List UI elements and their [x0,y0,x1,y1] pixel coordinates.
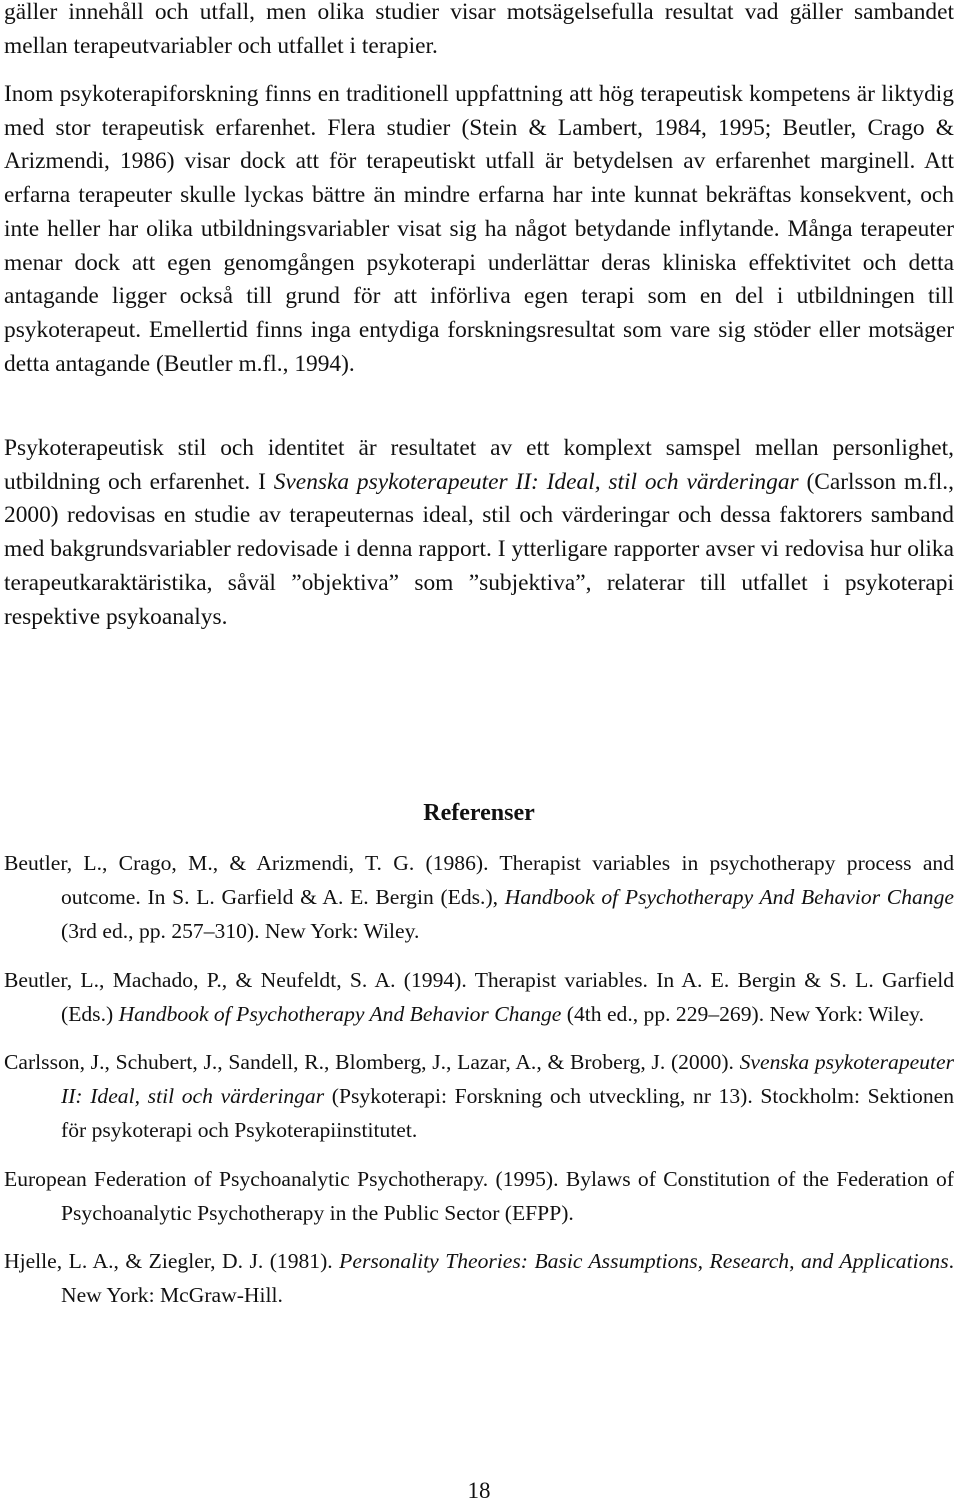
reference-list [4,846,954,1327]
body-paragraph-1: gäller innehåll och utfall, men olika studier visar motsägelsefulla resultat vad gäller sambandet mellan terapeutvariabler och utfallet i terapier. [4,0,954,59]
reference-title: Personality Theories: Basic Assumptions, Research, and Applications [339,1249,949,1273]
reference-text: Carlsson, J., Schubert, J., Sandell, R., Blomberg, J., Lazar, A., & Broberg, J. (2000). [4,1050,740,1074]
reference-text: (3rd ed., pp. 257–310). New York: Wiley. [61,919,420,943]
reference-title: Svenska psykoterapeuter II: Ideal, stil och värderingar [61,1050,954,1108]
document-page [4,0,954,1507]
reference-text: . New York: McGraw-Hill. [61,1249,954,1307]
reference-item [4,1162,954,1230]
reference-item [4,846,954,948]
page-number: 18 [467,1478,491,1503]
reference-title: Handbook of Psychotherapy And Behavior Change [118,1001,562,1026]
reference-text: Beutler, L., Crago, M., & Arizmendi, T. G. (1986). Therapist variables in psychotherapy process and outcome. In S. L. Garfield & A. E. Bergin (Eds.), [4,851,954,909]
body-paragraph-3 [4,432,954,634]
reference-text: Hjelle, L. A., & Ziegler, D. J. (1981). [4,1249,340,1273]
paragraph-text: Psykoterapeutisk stil och identitet är resultatet av ett komplext samspel mellan personlighet, utbildning och erfarenhet. I [4,435,954,495]
reference-item [4,963,954,1031]
reference-text: (Psykoterapi: Forskning och utveckling, nr 13). Stockholm: Sektionen för psykoterapi och Psykoterapiinstitutet. [61,1084,955,1142]
reference-text: Beutler, L., Machado, P., & Neufeldt, S. A. (1994). Therapist variables. In A. E. Bergin & S. L. Garfield (Eds.) [4,967,954,1026]
reference-item [4,1045,954,1147]
body-paragraph-2: Inom psykoterapiforskning finns en traditionell uppfattning att hög terapeutisk kompetens är liktydig med stor terapeutisk erfarenhet. Flera studier (Stein & Lambert, 1984, 1995; Beutler, Crago & Arizmendi, 1986) visar dock att för terapeutiskt utfall är betydelsen av erfarenhet marginell. Att erfarna terapeuter skulle lyckas bättre än mindre erfarna har inte kunnat bekräftas konsekvent, och inte heller har olika utbildningsvariabler visat sig ha något betydande inflytande. Många terapeuter menar dock att egen genomgången psykoterapi underlättar deras kliniska effektivitet och detta antagande ligger också till grund för att införliva egen terapi som en del i utbildningen till psykoterapeut. Emellertid finns inga entydiga forskningsresultat som vare sig stöder eller motsäger detta antagande (Beutler m.fl., 1994). [4,81,954,377]
book-title: Svenska psykoterapeuter II: Ideal, stil och värderingar [273,468,799,495]
reference-text: European Federation of Psychoanalytic Psychotherapy. (1995). Bylaws of Constitution of the Federation of Psychoanalytic Psychotherapy in the Public Sector (EFPP). [4,1166,954,1225]
references-heading: Referenser [423,800,535,826]
reference-text: (4th ed., pp. 229–269). New York: Wiley. [561,1001,924,1026]
paragraph-text: (Carlsson m.fl., 2000) redovisas en studie av terapeuternas ideal, stil och värderingar och dessa faktorers samband med bakgrundsvariabler redovisade i denna rapport. I ytterligare rapporter avser vi redovisa hur olika terapeutkaraktäristika, såväl ”objektiva” som ”subjektiva”, relaterar till utfallet i psykoterapi respektive psykoanalys. [4,468,954,630]
reference-title: Handbook of Psychotherapy And Behavior Change [504,885,954,909]
reference-item [4,1244,954,1312]
